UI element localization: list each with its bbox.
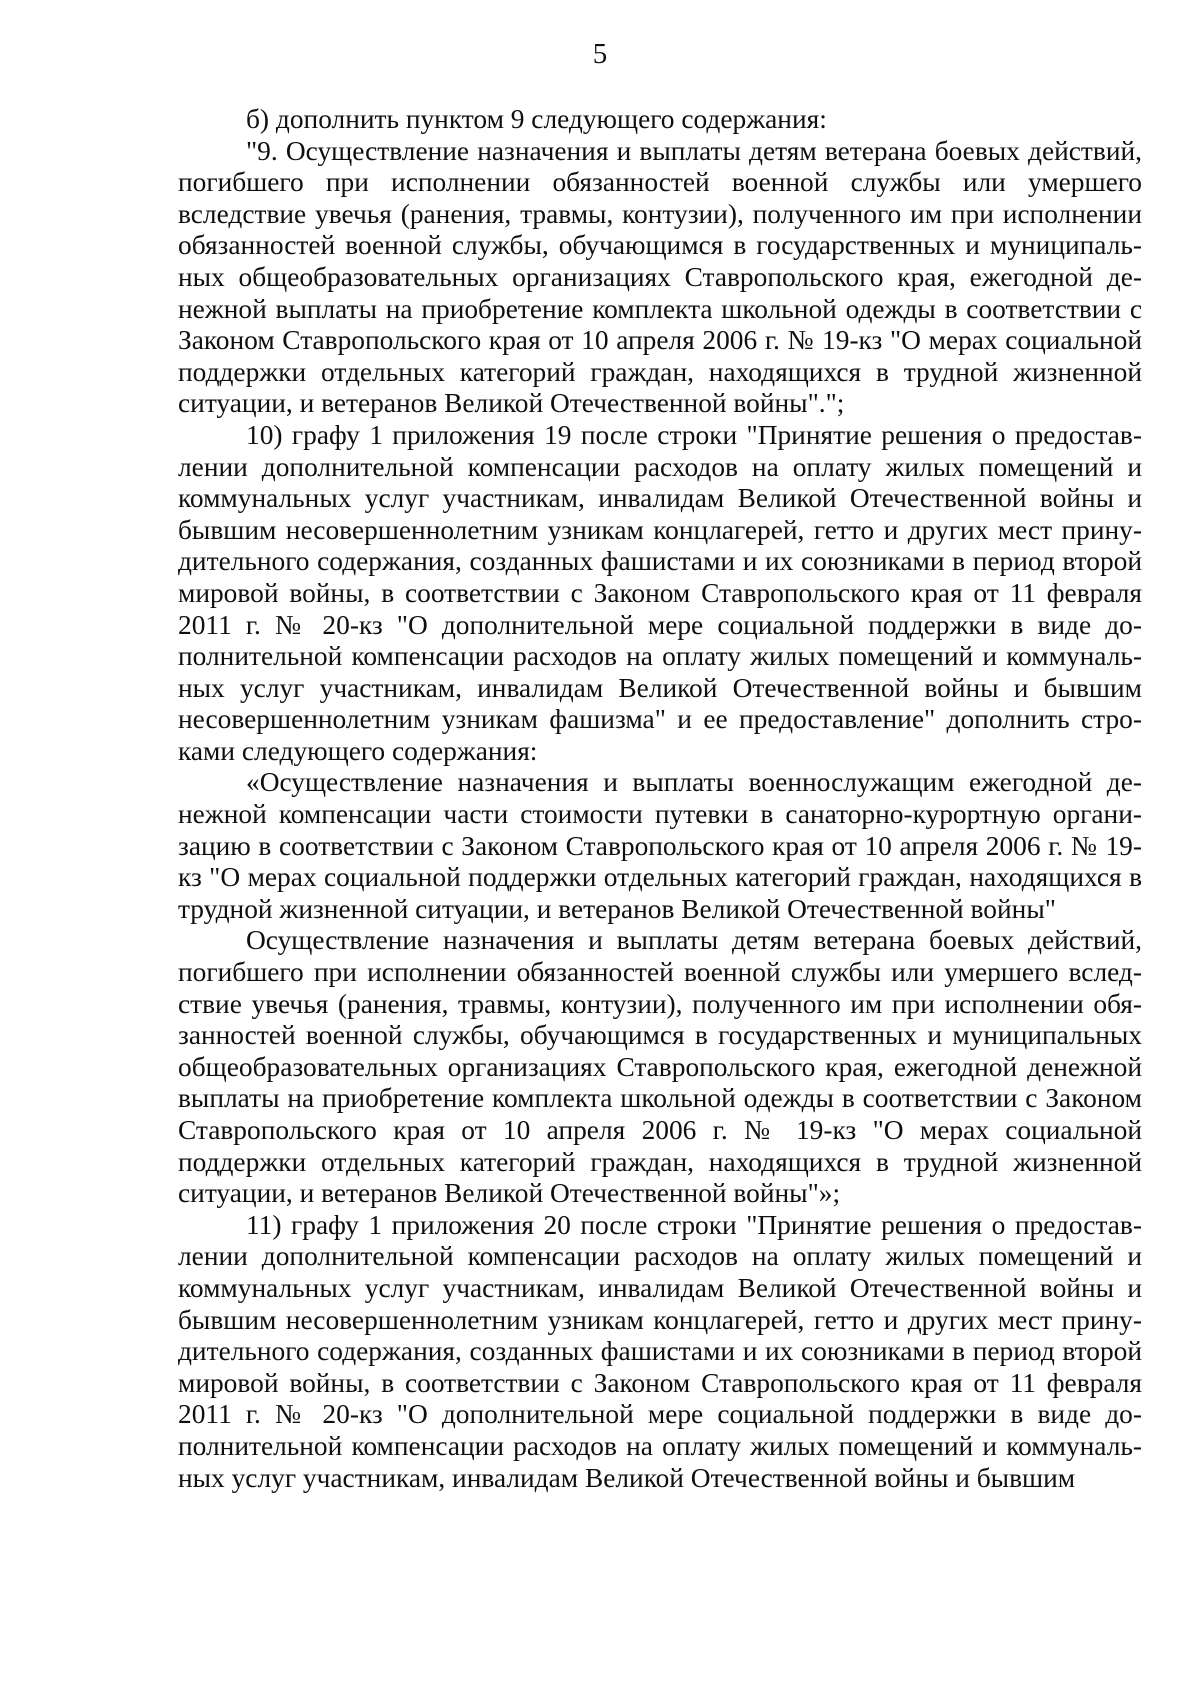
document-body [178, 104, 1142, 1494]
paragraph-quoted-school-uniform-payment: Осуществление назначения и выплаты детям ветерана боевых действий, погибшего при исполнении обязанностей военной службы или умершего вследствие увечья (ранения, травмы, контузии), полученного им при исполнении обязанностей военной службы, обучающимся в государственных и муниципальных общеобразовательных организациях Ставропольского края, ежегодной денежной выплаты на приобретение комплекта школьной одежды в соответствии с Законом Ставропольского края от 10 апреля 2006 г. № 19-кз "О мерах социальной поддержки отдельных категорий граждан, находящихся в трудной жизненной ситуации, и ветеранов Великой Отечественной войны"»; [178, 925, 1142, 1209]
paragraph-item-9-text: "9. Осуществление назначения и выплаты детям ветерана боевых действий, погибшего при исполнении обязанностей военной службы или умершего вследствие увечья (ранения, травмы, контузии), полученного им при исполнении обязанностей военной службы, обучающимся в государственных и муниципальных общеобразовательных организациях Ставропольского края, ежегодной денежной выплаты на приобретение комплекта школьной одежды в соответствии с Законом Ставропольского края от 10 апреля 2006 г. № 19-кз "О мерах социальной поддержки отдельных категорий граждан, находящихся в трудной жизненной ситуации, и ветеранов Великой Отечественной войны"."; [178, 135, 1142, 419]
paragraph-10-appendix-19: 10) графу 1 приложения 19 после строки "Принятие решения о предоставлении дополнительной компенсации расходов на оплату жилых помещений и коммунальных услуг участникам, инвалидам Великой Отечественной войны и бывшим несовершеннолетним узникам концлагерей, гетто и других мест принудительного содержания, созданных фашистами и их союзниками в период второй мировой войны, в соответствии с Законом Ставропольского края от 11 февраля 2011 г. № 20-кз "О дополнительной мере социальной поддержки в виде дополнительной компенсации расходов на оплату жилых помещений и коммунальных услуг участникам, инвалидам Великой Отечественной войны и бывшим несовершеннолетним узникам фашизма" и ее предоставление" дополнить строками следующего содержания: [178, 419, 1142, 766]
paragraph-quoted-military-compensation: «Осуществление назначения и выплаты военнослужащим ежегодной денежной компенсации части стоимости путевки в санаторно-курортную организацию в соответствии с Законом Ставропольского края от 10 апреля 2006 г. № 19-кз "О мерах социальной поддержки отдельных категорий граждан, находящихся в трудной жизненной ситуации, и ветеранов Великой Отечественной войны" [178, 767, 1142, 924]
page-number: 5 [592, 38, 608, 70]
paragraph-11-appendix-20: 11) графу 1 приложения 20 после строки "Принятие решения о предоставлении дополнительной компенсации расходов на оплату жилых помещений и коммунальных услуг участникам, инвалидам Великой Отечественной войны и бывшим несовершеннолетним узникам концлагерей, гетто и других мест принудительного содержания, созданных фашистами и их союзниками в период второй мировой войны, в соответствии с Законом Ставропольского края от 11 февраля 2011 г. № 20-кз "О дополнительной мере социальной поддержки в виде дополнительной компенсации расходов на оплату жилых помещений и коммунальных услуг участникам, инвалидам Великой Отечественной войны и бывшим [178, 1209, 1142, 1493]
paragraph-b-add-item-9: б) дополнить пунктом 9 следующего содержания: [246, 104, 827, 134]
